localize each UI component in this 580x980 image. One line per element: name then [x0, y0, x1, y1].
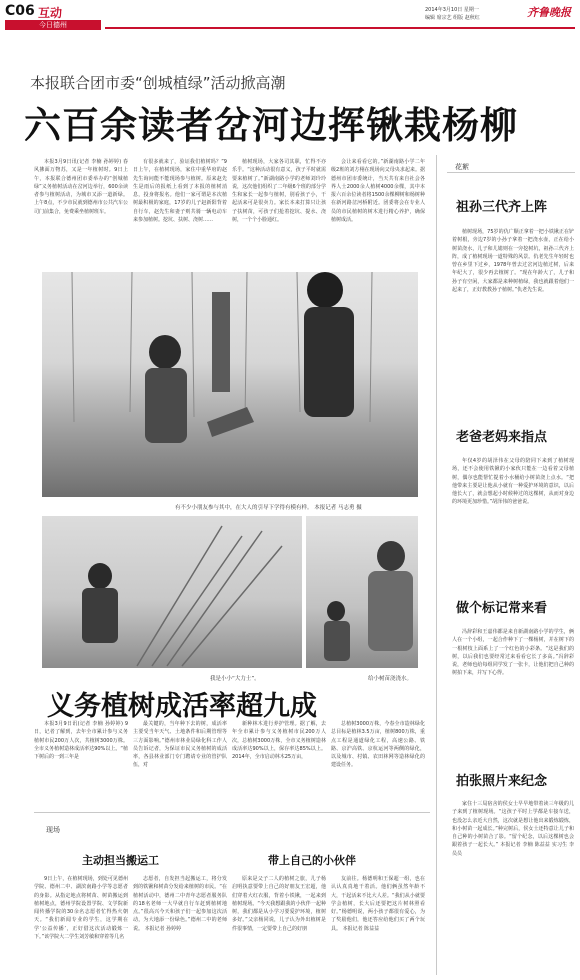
sidebar-tag-rule: [447, 172, 575, 173]
field-a-col-2: 志愿者，自发担当起搬运工，将分发到的铁锹和树苗分发给来植树的市民。“在植树活动中，德州二中青年志愿者服务队的18名老师一大早就自行车赶到植树地点。”很高兴今天和孩子们一起参加这次活动，为大地添一份绿色。”德州二中的老师说。 本报记者 孙婷婷: [133, 876, 227, 932]
sidebar-story-1-title: 祖孙三代齐上阵: [456, 200, 548, 215]
field-rule: [34, 812, 430, 813]
header-date: 2014年3月10日 星期一: [425, 7, 479, 13]
field-tag: 现场: [46, 826, 60, 834]
second-col-3: 新种林木进行养护管理。据了解，去年全市累计参与义务植树市民200万人次，总植树3000万株，全市义务植树造林成活率达90%以上，保存率达85%以上。2014年，全市启动林木25万亩，: [232, 721, 326, 761]
field-a-col-1: 9日上午，在植树现场，到处可见德州学院、德州二中、湖滨南路小学等志愿者的身影。从指定地点将树苗、树苗搬运到植树地点，德州学院设置学院、文学院新闻传播学院的30余名志愿者忙得热火朝天。“我们新闻专业的学生，这学期在学‘公益传播’，正好借这次活动锻炼一下。”该学院大二学生刘芳敏和穿着等几名: [34, 876, 128, 941]
lead-col-1: 本报3月9日讯(记者 李楠 孙婷婷) 春风拂面万物苏，又是一年植树时。9日上午，本报联合德州团市委举办的“创城植绿”义务植树活动在岔河边举行，600余读者参与植树活动，为城市又添一道新绿。上午8点，不少市民就到德州市公共汽车公司门前集合，免费乘坐植树班车。: [34, 159, 128, 215]
left-photo-figures: [42, 516, 302, 668]
lead-col-4: 会让来看看它的。”新湖南路小学二年级2班的刘方栩在现场向父母央求起来。据德州市团市委统计，当天共有来自社会各界人士2000余人植树4000余棵，其中本报六百余位读者将1500余棵柳树和杨树种在新河路岔河桥附近。团委将会在专业人员的市民植树的树木进行精心养护，确保植树成活。: [331, 159, 425, 224]
sidebar-story-1-text: 植树现场，75岁的仇广顺正拿着一把小铁锹正在铲着树根，旁边7岁的小孙子拿着一把浇水壶，正在给小树苗浇水，儿子和儿媳则在一旁挖树坑，祖孙三代齐上阵，成了植树现场一道特殊的风景。仇老先生年轻时也曾在乡里下过乡，1978年曾去过岔河边植过树，后来年纪大了，很少再去植树了。“现在年龄大了，儿子和孙子有空闲，大家都是来种树植绿，我也就跟着他们一起来了，正好教教孙子植树。”仇老先生说。: [452, 229, 574, 294]
header-rule: [105, 27, 575, 29]
sidebar-story-3-text: 冯辞彩和王嘉伟都是来自新湖南路小学的学生，俩人在一个小组，一起合作种下了一棵杨树，并在树下的一根树枝上面系上了一个红色的小彩条。“这是我们的树，以后我们也要经常过来看看它长了多高。”冯辞彩说，老师也给每组同学发了一张卡，让他们把自己种的树拍下来，并写下心得。: [452, 629, 574, 677]
field-b-title: 带上自己的小伙伴: [268, 854, 356, 867]
sidebar-divider: [436, 155, 437, 975]
second-col-2: 最关键的，当年种下去的树，成活率主要受当年天气、土地条件和后期管理等三方面影响。”德州市林业局绿化科工作人员告诉记者，为保证市民义务植树的成活率，各县林业部门专门聘请专业的管护队伍，对: [133, 721, 227, 769]
main-photo-figures: [42, 272, 418, 497]
sidebar-tag: 花絮: [455, 163, 469, 171]
main-photo: [42, 272, 418, 497]
lead-headline: 六百余读者岔河边挥锹栽杨柳: [24, 104, 518, 147]
section-name: 互动: [38, 6, 63, 20]
field-a-title: 主动担当搬运工: [82, 854, 159, 867]
header-editors: 编辑 席宗艺 组版 赵秋红: [425, 15, 480, 21]
field-b-col-2: 友前往。杨德明和王保超一组，也在认认真真地干着活。他们俩虽然年龄不大，干起活来不比大人差。“我们从小就要学会植树，长大后还要把这片树林照看好。”杨德明说，两小孩子都很有爱心，为了奖励他们，他还答应给他们买了两个玩具。 本报记者 陈益益: [331, 876, 425, 932]
right-photo-figures: [306, 516, 418, 668]
second-headline: 义务植树成活率超九成: [47, 691, 317, 722]
right-photo: [306, 516, 418, 668]
sidebar-story-2-title: 老爸老妈来指点: [456, 430, 548, 445]
brand-logo: 齐鲁晚报: [527, 6, 571, 19]
right-photo-caption: 给小树苗浇浇水。: [368, 676, 413, 682]
second-col-1: 本报3月9日讯(记者 李楠 孙婷婷) 9日，记者了解到，去年全市累计参与义务植树市民200万人次，共植树3000万株。全市义务植树造林成活率达90%以上。“植下树后的一到三年是: [34, 721, 128, 761]
second-col-4: 总植树3000万株，今春全市造林绿化总目标是植林3.5万亩，植树800万株，重点工程是通道绿化工程，高速公路、铁路、京沪高铁、京杭运河等两侧的绿化，以及城市、村镇、农田林网等造林绿化的建设任务。: [331, 721, 425, 769]
subsection-band: [5, 20, 101, 30]
subsection-name: 今日德州: [39, 21, 67, 29]
sidebar-story-2-text: 年仅4岁的胡泽伟在父母的陪同下来到了植树现场，还不会使用铁锹的小家伙只能在一边看着父母植树，偶尔也能帮忙提着小水桶给小树苗浇上点水。“把他带来主要是让他从小就有一种爱护环境的意识，以后他长大了，就会想起小时候种过的这棵树，从而对身边的环境更加珍惜。”胡泽伟的爸爸说。: [452, 458, 574, 506]
sidebar-story-4-title: 拍张照片来纪念: [456, 774, 548, 789]
sidebar-story-4-text: 家住十三局宿舍的侯女士早早地带着读三年级的儿子来到了植树现场。“这孩子平时上学都是车接车送，也没怎么亲近大自然，这次就是想让他出来锻炼锻炼，和小树苗一起成长。”种完树后，侯女士还特意让儿子和自己种的小树苗合了影。“留个纪念，以后这棵树也会跟着孩子一起长大。” 本报记者 李楠 陈益益 实习生 李员员: [452, 801, 574, 857]
field-b-col-1: 原来是父子二人的植树之旅，儿子杨启明执意要带上自己的好朋友王宏超，他们穿着大红衣服，背着小铁锹，一起来到植树现场。“今天我想跟我的小伙伴一起种树，我们都是从小学习要爱护环境，植树多好。”父亲杨同说，儿子认为外出植树是件很事情，一定要带上自己的好朋: [232, 876, 326, 932]
lead-col-3: 植树现场，大家各司其职，忙得不亦乐乎。“这种活动很有意义，孩子平时就需要来植树了。”新湖南路小学的老师刘玲玲说，这次他们组织了二年级6个班的部分学生和家长一起参与植树，别看孩子小，干起活来可是很卖力。家长本来打算只让孩子扶树苗，可孩子们抢着挖坑、提水、浇树，一个个小脸通红。: [232, 159, 326, 224]
page-number: C06: [5, 3, 35, 19]
main-photo-caption: 有不少小朋友参与其中，在大人的引导下学得有模有样。 本报记者 马志勇 摄: [175, 505, 362, 511]
left-photo: [42, 516, 302, 668]
lead-kicker: 本报联合团市委“创城植绿”活动掀高潮: [30, 74, 286, 92]
left-photo-caption: 我是小小“大力士”。: [210, 676, 260, 682]
sidebar-story-3-title: 做个标记常来看: [456, 601, 548, 616]
header-bar: [0, 0, 580, 30]
lead-col-2: 有很多就来了，验证我们植树吗？”9日上午，在植树现场，家住中重华府的赵先生询问能不能现场参与植树。原来赵先生是雨后的报纸上看到了本报的植树消息，投身将报名。他们一家可谓是本次植树最积极的家庭，17岁的儿子赵新阳背着自行车，赵先生和妻子则共骑一辆电动车来参加植树。挖坑、扶树、浇树……: [133, 159, 227, 224]
